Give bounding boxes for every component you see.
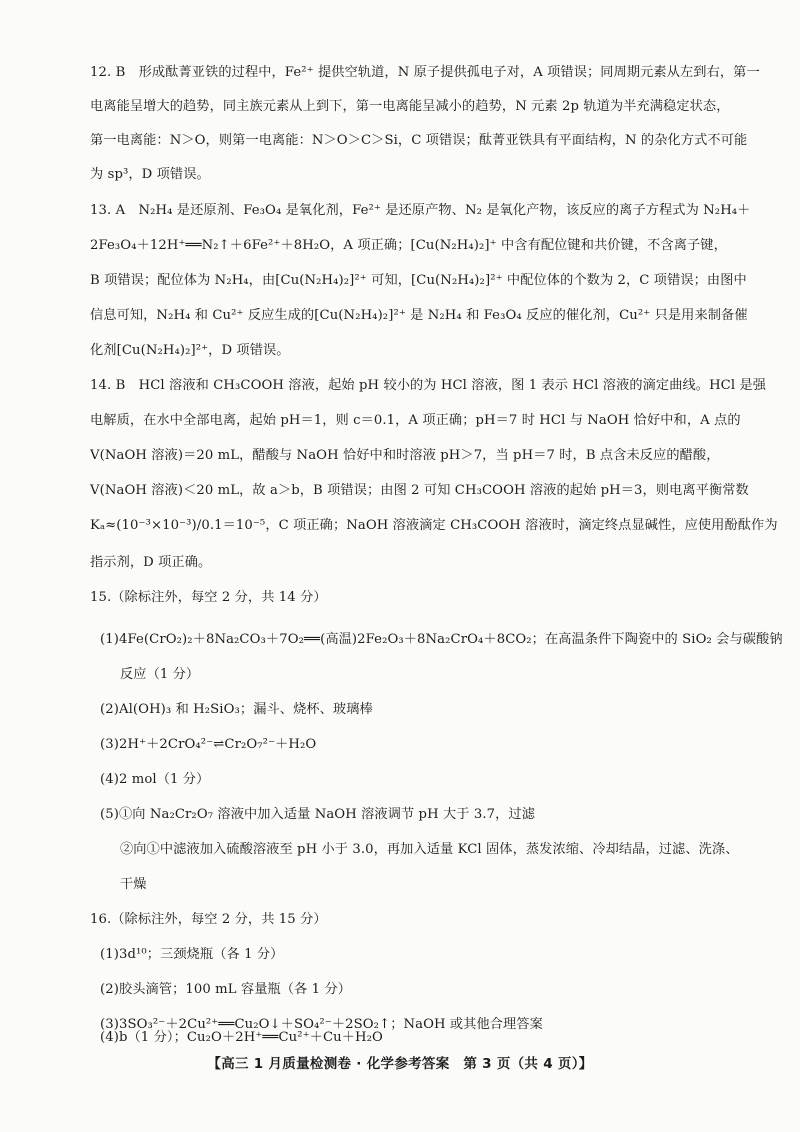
text-line-q15-5a: (5)①向 Na₂Cr₂O₇ 溶液中加入适量 NaOH 溶液调节 pH 大于 3.7，过滤 bbox=[100, 807, 535, 822]
text-line-q16-2: (2)胶头滴管；100 mL 容量瓶（各 1 分） bbox=[100, 982, 352, 997]
text-line-q13-l1: 13. A N₂H₄ 是还原剂、Fe₃O₄ 是氧化剂，Fe²⁺ 是还原产物、N₂ 是氧化产物，该反应的离子方程式为 N₂H₄＋ bbox=[90, 203, 751, 218]
text-line-q16-3: (3)3SO₃²⁻＋2Cu²⁺══Cu₂O↓＋SO₄²⁻＋2SO₂↑；NaOH 或其他合理答案 bbox=[100, 1017, 543, 1032]
text-line-q14-l3: V(NaOH 溶液)＝20 mL，醋酸与 NaOH 恰好中和时溶液 pH＞7，当 pH＝7 时，B 点含未反应的醋酸， bbox=[90, 448, 720, 463]
answer-16-4: (4)b（1 分）；Cu₂O＋2H⁺══Cu²⁺＋Cu＋H₂O bbox=[100, 1030, 383, 1045]
text-line-q15-1: (1)4Fe(CrO₂)₂＋8Na₂CO₃＋7O₂══(高温)2Fe₂O₃＋8Na₂CrO₄＋8CO₂；在高温条件下陶瓷中的 SiO₂ 会与碳酸钠 bbox=[100, 632, 783, 647]
text-line-q12-l3: 第一电离能：N＞O，则第一电离能：N＞O＞C＞Si，C 项错误；酞菁亚铁具有平面结构，N 的杂化方式不可能 bbox=[90, 133, 748, 148]
text-line-q15-2: (2)Al(OH)₃ 和 H₂SiO₃；漏斗、烧杯、玻璃棒 bbox=[100, 702, 373, 717]
text-line-q16-head: 16.（除标注外，每空 2 分，共 15 分） bbox=[90, 912, 327, 927]
text-line-q15-5b: ②向①中滤液加入硫酸溶液至 pH 小于 3.0，再加入适量 KCl 固体，蒸发浓缩、冷却结晶，过滤、洗涤、 bbox=[120, 842, 739, 857]
text-line-q13-l4: 信息可知，N₂H₄ 和 Cu²⁺ 反应生成的[Cu(N₂H₄)₂]²⁺ 是 N₂H₄ 和 Fe₃O₄ 反应的催化剂，Cu²⁺ 只是用来制备催 bbox=[90, 308, 748, 323]
text-line-q13-l3: B 项错误；配位体为 N₂H₄，由[Cu(N₂H₄)₂]²⁺ 可知，[Cu(N₂H₄)₂]²⁺ 中配位体的个数为 2，C 项错误；由图中 bbox=[90, 273, 747, 288]
text-line-q15-4: (4)2 mol（1 分） bbox=[100, 772, 210, 787]
text-line-q13-l2: 2Fe₃O₄＋12H⁺══N₂↑＋6Fe²⁺＋8H₂O，A 项正确；[Cu(N₂H₄)₂]⁺ 中含有配位键和共价键，不含离子键， bbox=[90, 238, 727, 253]
text-line-q15-5c: 干燥 bbox=[120, 877, 147, 892]
text-line-q14-l2: 电解质，在水中全部电离，起始 pH＝1，则 c＝0.1，A 项正确；pH＝7 时 HCl 与 NaOH 恰好中和，A 点的 bbox=[90, 413, 741, 428]
text-line-q14-l4: V(NaOH 溶液)＜20 mL，故 a＞b，B 项错误；由图 2 可知 CH₃COOH 溶液的起始 pH＝3，则电离平衡常数 bbox=[90, 483, 749, 498]
text-line-q14-l5: Kₐ≈(10⁻³×10⁻³)/0.1＝10⁻⁵，C 项正确；NaOH 溶液滴定 CH₃COOH 溶液时，滴定终点显碱性，应使用酚酞作为 bbox=[90, 518, 778, 533]
text-line-q15-3: (3)2H⁺＋2CrO₄²⁻⇌Cr₂O₇²⁻＋H₂O bbox=[100, 737, 317, 752]
text-line-q14-l6: 指示剂，D 项正确。 bbox=[90, 555, 212, 570]
text-line-q12-l2: 电离能呈增大的趋势，同主族元素从上到下，第一电离能呈减小的趋势，N 元素 2p 轨道为半充满稳定状态， bbox=[90, 99, 730, 114]
text-line-q15-1b: 反应（1 分） bbox=[120, 667, 200, 682]
page-footer: 【高三 1 月质量检测卷 · 化学参考答案 第 3 页（共 4 页）】 bbox=[207, 1056, 593, 1072]
text-line-q14-l1: 14. B HCl 溶液和 CH₃COOH 溶液，起始 pH 较小的为 HCl 溶液，图 1 表示 HCl 溶液的滴定曲线。HCl 是强 bbox=[90, 378, 767, 393]
text-line-q16-1: (1)3d¹⁰；三颈烧瓶（各 1 分） bbox=[100, 947, 284, 962]
text-line-q13-l5: 化剂[Cu(N₂H₄)₂]²⁺，D 项错误。 bbox=[90, 343, 290, 358]
text-line-q12-l4: 为 sp³，D 项错误。 bbox=[90, 167, 210, 182]
text-line-q15-head: 15.（除标注外，每空 2 分，共 14 分） bbox=[90, 590, 327, 605]
text-line-q12-l1: 12. B 形成酞菁亚铁的过程中，Fe²⁺ 提供空轨道，N 原子提供孤电子对，A 项错误；同周期元素从左到右，第一 bbox=[90, 65, 760, 80]
